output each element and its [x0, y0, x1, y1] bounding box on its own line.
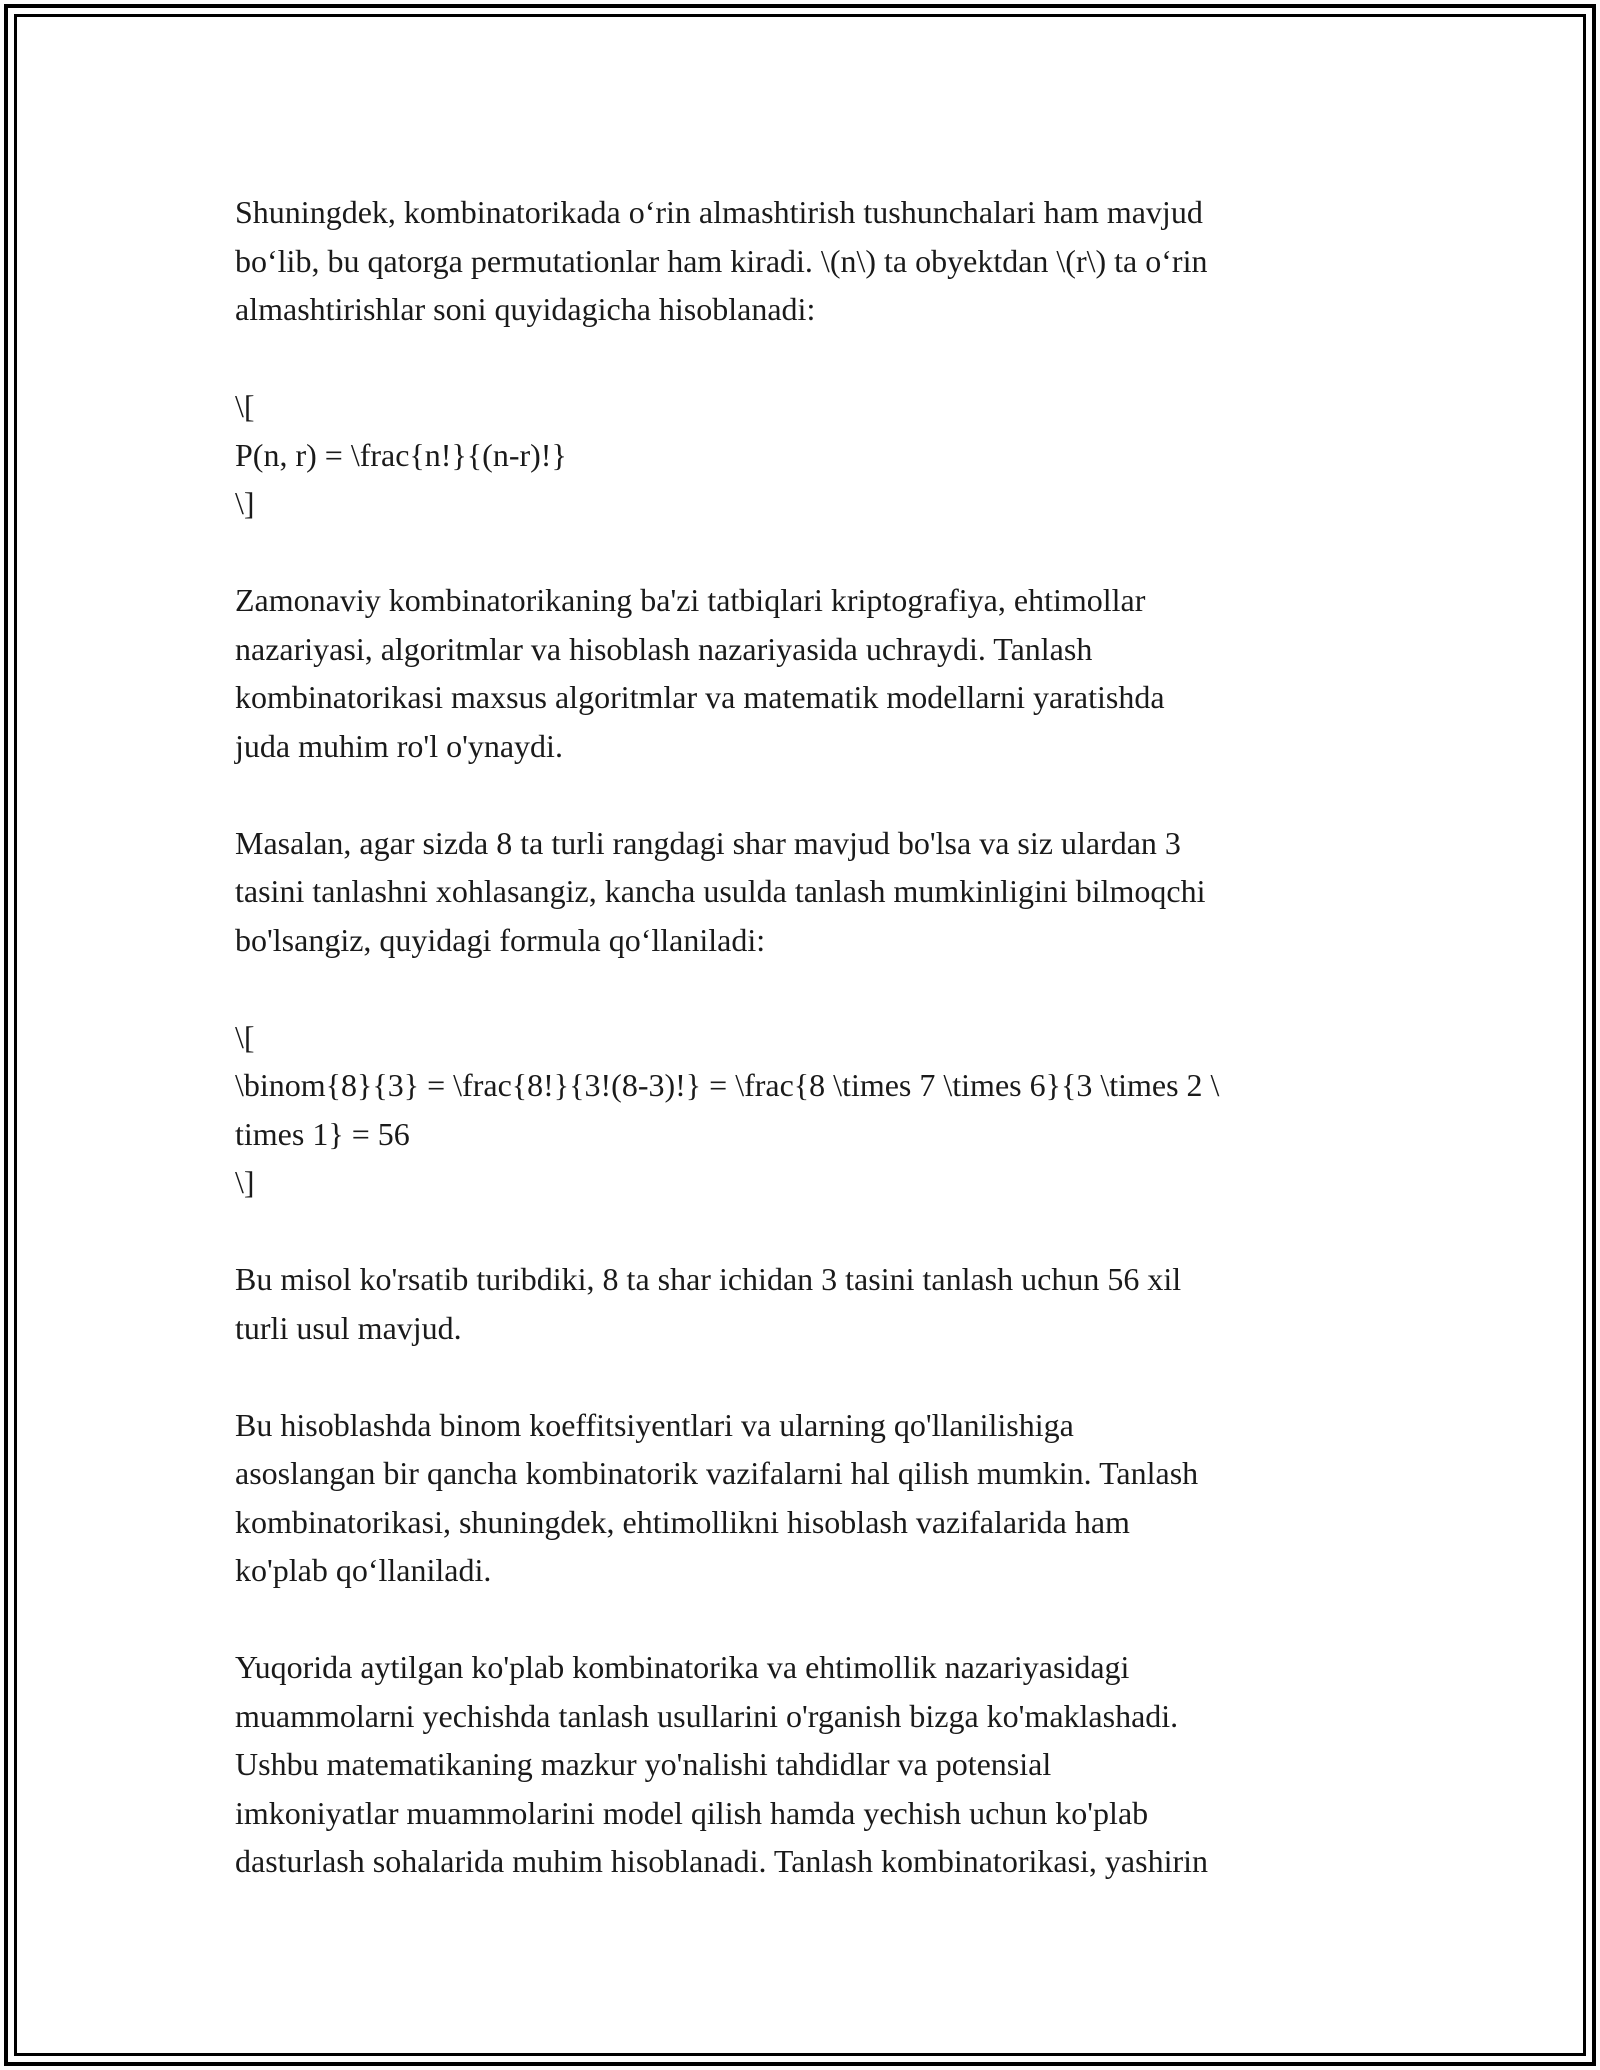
document-body [235, 188, 1375, 1934]
paragraph-permutations-intro: Shuningdek, kombinatorikada o‘rin almashtirish tushunchalari ham mavjud bo‘lib, bu qatorga permutationlar ham kiradi. \(n\) ta obyektdan \(r\) ta o‘rin almashtirishlar soni quyidagicha hisoblanadi: [235, 194, 1208, 327]
paragraph-applications: Zamonaviy kombinatorikaning ba'zi tatbiqlari kriptografiya, ehtimollar nazariyasi, algoritmlar va hisoblash nazariyasida uchraydi. Tanlash kombinatorikasi maxsus algoritmlar va matematik modellarni yaratishda juda muhim ro'l o'ynaydi. [235, 582, 1165, 764]
formula-permutation: \[ P(n, r) = \frac{n!}{(n-r)!} \] [235, 388, 567, 521]
paragraph-example-result: Bu misol ko'rsatib turibdiki, 8 ta shar ichidan 3 tasini tanlash uchun 56 xil turli usul mavjud. [235, 1261, 1182, 1346]
paragraph-example: Masalan, agar sizda 8 ta turli rangdagi shar mavjud bo'lsa va siz ulardan 3 tasini tanlashni xohlasangiz, kancha usulda tanlash mumkinligini bilmoqchi bo'lsangiz, quyidagi formula qo‘llaniladi: [235, 824, 1206, 958]
paragraph-binomial-coefficients: Bu hisoblashda binom koeffitsiyentlari va ularning qo'llanilishiga asoslangan bir qancha kombinatorik vazifalarni hal qilish mumkin. Tanlash kombinatorikasi, shuningdek, ehtimollikni hisoblash vazifalarida ham ko'plab qo‘llaniladi. [235, 1406, 1199, 1588]
formula-binomial: \[ \binom{8}{3} = \frac{8!}{3!(8-3)!} = \frac{8 \times 7 \times 6}{3 \times 2 \ times 1} = 56 \] [235, 1018, 1220, 1200]
paragraph-conclusion: Yuqorida aytilgan ko'plab kombinatorika va ehtimollik nazariyasidagi muammolarni yechishda tanlash usullarini o'rganish bizga ko'maklashadi. Ushbu matematikaning mazkur yo'nalishi tahdidlar va potensial imkoniyatlar muammolarini model qilish hamda yechish uchun ko'plab dasturlash sohalarida muhim hisoblanadi. Tanlash kombinatorikasi, yashirin [235, 1649, 1208, 1879]
